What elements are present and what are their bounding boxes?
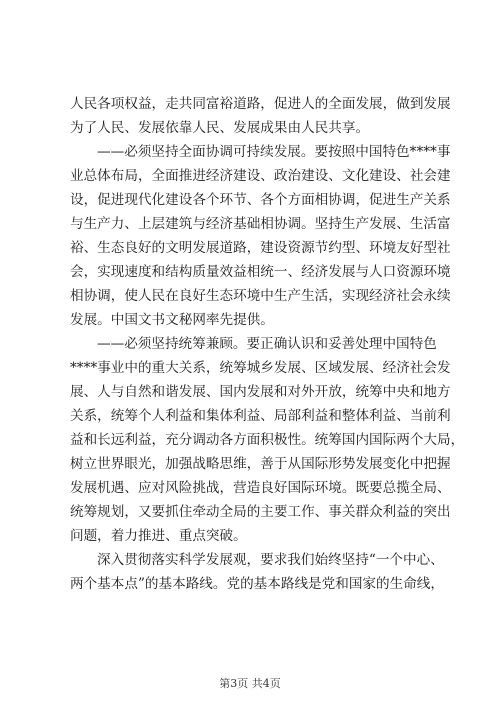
text-line: 相协调，使人民在良好生态环境中生产生活，实现经济社会永续 — [70, 288, 451, 304]
text-line: 统筹规划，又要抓住牵动全局的主要工作、事关群众利益的突出 — [70, 504, 451, 520]
text-line: 设，促进现代化建设各个环节、各个方面相协调，促进生产关系 — [70, 192, 451, 208]
text-line: ——必须坚持全面协调可持续发展。要按照中国特色****事 — [97, 144, 451, 160]
text-line: 人民各项权益，走共同富裕道路，促进人的全面发展，做到发展 — [70, 96, 451, 112]
text-line: 关系，统筹个人利益和集体利益、局部利益和整体利益、当前利 — [70, 408, 451, 424]
text-line: ****事业中的重大关系，统筹城乡发展、区域发展、经济社会发 — [70, 360, 451, 376]
text-line: 发展。中国文书文秘网率先提供。 — [70, 312, 274, 328]
text-line: ——必须坚持统筹兼顾。要正确认识和妥善处理中国特色 — [97, 336, 437, 352]
page-footer: 第3页 共4页 — [219, 677, 281, 690]
text-line: 展、人与自然和谐发展、国内发展和对外开放，统筹中央和地方 — [70, 384, 451, 400]
text-line: 问题，着力推进、重点突破。 — [70, 528, 247, 544]
text-line: 与生产力、上层建筑与经济基础相协调。坚持生产发展、生活富 — [70, 216, 451, 232]
text-line: 为了人民、发展依靠人民、发展成果由人民共享。 — [70, 120, 370, 136]
text-line: 业总体布局，全面推进经济建设、政治建设、文化建设、社会建 — [70, 168, 451, 184]
document-body — [70, 92, 465, 596]
text-line: 深入贯彻落实科学发展观，要求我们始终坚持“一个中心、 — [97, 552, 444, 568]
text-line: 树立世界眼光，加强战略思维，善于从国际形势发展变化中把握 — [70, 456, 451, 472]
text-line: 会，实现速度和结构质量效益相统一、经济发展与人口资源环境 — [70, 264, 451, 280]
text-line: 发展机遇、应对风险挑战，营造良好国际环境。既要总揽全局、 — [70, 480, 451, 496]
text-line: 裕、生态良好的文明发展道路，建设资源节约型、环境友好型社 — [70, 240, 451, 256]
text-line: 两个基本点”的基本路线。党的基本路线是党和国家的生命线， — [70, 576, 444, 592]
text-line: 益和长远利益，充分调动各方面积极性。统筹国内国际两个大局， — [70, 432, 465, 448]
